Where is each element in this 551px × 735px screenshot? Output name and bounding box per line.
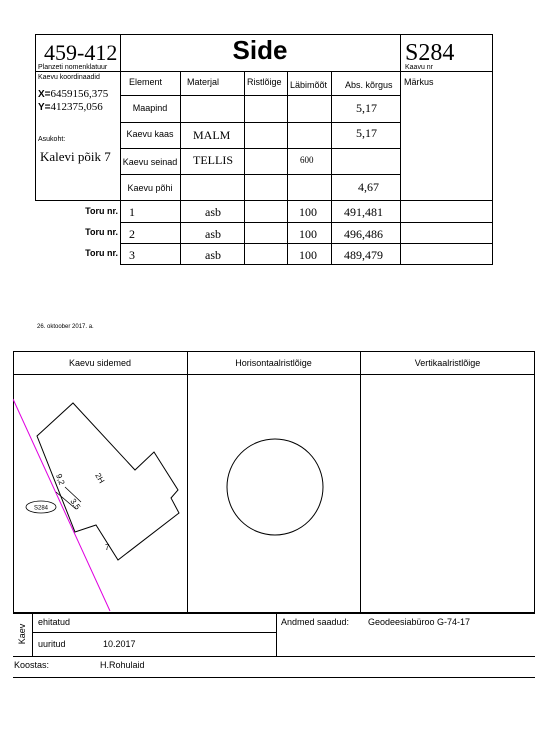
pipe-no: 2 (129, 227, 135, 241)
col-remarks: Märkus (404, 77, 434, 87)
data-source-value: Geodeesiabüroo G-74-17 (368, 617, 471, 627)
row-diameter: 600 (300, 155, 314, 165)
y-coordinate: Y=412375,056 (38, 101, 103, 113)
col-cross-section: Ristlõige (247, 77, 282, 87)
building-label: 2H (93, 471, 107, 485)
author-label: Koostas: (14, 660, 50, 670)
pipe-label: Toru nr. (85, 206, 118, 216)
connections-sketch (13, 375, 187, 612)
well-circle (227, 439, 323, 535)
pipe-diameter: 100 (299, 205, 317, 219)
data-source-label: Andmed saadud: (281, 617, 350, 627)
location-label: Asukoht: (38, 136, 66, 143)
row-height: 5,17 (356, 101, 377, 115)
x-coordinate: X=6459156,375 (38, 88, 109, 100)
row-height: 4,67 (358, 180, 379, 194)
dim-label: 3,5 (68, 496, 83, 512)
panel-title-horizontal: Horisontaalristlõige (235, 358, 312, 368)
panel-title-vertical: Vertikaalristlõige (414, 358, 481, 368)
row-height: 5,17 (356, 126, 377, 140)
surveyed-label: uuritud (38, 639, 66, 649)
well-marker-label: S284 (33, 505, 49, 512)
row-element: Kaevu seinad (122, 157, 178, 167)
well-number-label: Kaavu nr (405, 64, 434, 71)
row-material: MALM (193, 128, 231, 142)
document-date: 26. oktoober 2017. a. (37, 324, 94, 330)
pipe-diameter: 100 (299, 227, 317, 241)
row-material: TELLIS (193, 153, 233, 167)
built-label: ehitatud (38, 617, 71, 627)
pipe-label: Toru nr. (85, 227, 118, 237)
pipe-diameter: 100 (299, 248, 317, 262)
seven-label: 7 (105, 543, 110, 552)
page-title: Side (232, 35, 288, 65)
location-value: Kalevi põik 7 (40, 149, 111, 164)
row-element: Kaevu kaas (126, 129, 174, 139)
panel-title-connections: Kaevu sidemed (68, 358, 132, 368)
pipe-material: asb (205, 227, 221, 241)
col-diameter: Läbimõõt (290, 80, 328, 90)
row-element: Kaevu põhi (127, 183, 173, 193)
nomenclature-label: Planzeti nomenklatuur (38, 64, 108, 71)
pipe-height: 496,486 (344, 227, 383, 241)
dim-label: 9,2 (54, 472, 67, 487)
well-number: S284 (405, 40, 455, 66)
pipe-no: 1 (129, 205, 135, 219)
col-abs-height: Abs. kõrgus (345, 80, 393, 90)
pipe-material: asb (205, 205, 221, 219)
pipe-label: Toru nr. (85, 248, 118, 258)
row-element: Maapind (132, 103, 168, 113)
pipe-material: asb (205, 248, 221, 262)
author-value: H.Rohulaid (100, 660, 145, 670)
nomenclature: 459-412 (44, 40, 118, 65)
col-material: Materjal (187, 77, 220, 87)
pipe-no: 3 (129, 248, 135, 262)
pipe-height: 489,479 (344, 248, 383, 262)
coords-label: Kaevu koordinaadid (38, 74, 100, 81)
side-label: Kaev (17, 623, 27, 645)
col-element: Element (129, 77, 163, 87)
horizontal-cross-section (187, 375, 360, 612)
surveyed-date: 10.2017 (103, 639, 136, 649)
pipe-height: 491,481 (344, 205, 383, 219)
